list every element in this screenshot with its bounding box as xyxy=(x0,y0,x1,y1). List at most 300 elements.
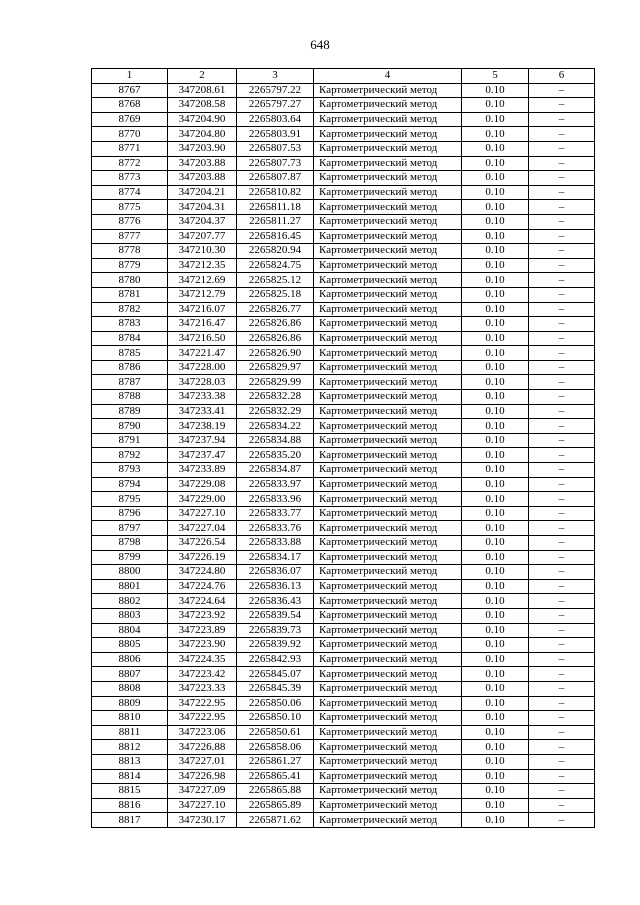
cell-accuracy: 0.10 xyxy=(462,112,529,127)
table-row xyxy=(92,769,595,784)
cell-note: – xyxy=(529,98,595,113)
cell-point-number: 8775 xyxy=(92,200,168,215)
cell-note: – xyxy=(529,769,595,784)
cell-coord-y: 2265825.18 xyxy=(237,287,314,302)
cell-coord-x: 347212.35 xyxy=(168,258,237,273)
cell-accuracy: 0.10 xyxy=(462,200,529,215)
cell-point-number: 8813 xyxy=(92,754,168,769)
cell-coord-y: 2265836.07 xyxy=(237,565,314,580)
cell-point-number: 8783 xyxy=(92,317,168,332)
cell-accuracy: 0.10 xyxy=(462,463,529,478)
cell-point-number: 8771 xyxy=(92,141,168,156)
table-row xyxy=(92,477,595,492)
cell-note: – xyxy=(529,419,595,434)
cell-method: Картометрический метод xyxy=(314,229,462,244)
cell-method: Картометрический метод xyxy=(314,98,462,113)
table-row xyxy=(92,404,595,419)
cell-point-number: 8784 xyxy=(92,331,168,346)
cell-method: Картометрический метод xyxy=(314,127,462,142)
cell-note: – xyxy=(529,185,595,200)
cell-coord-x: 347233.38 xyxy=(168,390,237,405)
table-row xyxy=(92,652,595,667)
table-row xyxy=(92,112,595,127)
cell-point-number: 8804 xyxy=(92,623,168,638)
cell-coord-y: 2265826.77 xyxy=(237,302,314,317)
cell-coord-x: 347223.89 xyxy=(168,623,237,638)
cell-point-number: 8780 xyxy=(92,273,168,288)
cell-coord-x: 347238.19 xyxy=(168,419,237,434)
cell-coord-y: 2265826.86 xyxy=(237,331,314,346)
cell-coord-y: 2265839.54 xyxy=(237,608,314,623)
cell-note: – xyxy=(529,302,595,317)
cell-method: Картометрический метод xyxy=(314,156,462,171)
column-header-1: 1 xyxy=(92,69,168,84)
cell-accuracy: 0.10 xyxy=(462,331,529,346)
column-header-3: 3 xyxy=(237,69,314,84)
cell-coord-y: 2265861.27 xyxy=(237,754,314,769)
cell-point-number: 8789 xyxy=(92,404,168,419)
cell-coord-x: 347224.64 xyxy=(168,594,237,609)
cell-accuracy: 0.10 xyxy=(462,725,529,740)
cell-method: Картометрический метод xyxy=(314,725,462,740)
cell-point-number: 8778 xyxy=(92,244,168,259)
cell-method: Картометрический метод xyxy=(314,258,462,273)
cell-coord-x: 347226.54 xyxy=(168,536,237,551)
cell-accuracy: 0.10 xyxy=(462,623,529,638)
cell-coord-x: 347204.37 xyxy=(168,214,237,229)
cell-method: Картометрический метод xyxy=(314,536,462,551)
cell-coord-x: 347207.77 xyxy=(168,229,237,244)
cell-point-number: 8812 xyxy=(92,740,168,755)
cell-coord-x: 347208.58 xyxy=(168,98,237,113)
cell-coord-y: 2265807.87 xyxy=(237,171,314,186)
table-row xyxy=(92,696,595,711)
table-row xyxy=(92,214,595,229)
table-row xyxy=(92,317,595,332)
cell-coord-x: 347229.08 xyxy=(168,477,237,492)
cell-accuracy: 0.10 xyxy=(462,127,529,142)
cell-coord-y: 2265797.22 xyxy=(237,83,314,98)
table-row xyxy=(92,390,595,405)
cell-coord-x: 347233.89 xyxy=(168,463,237,478)
cell-point-number: 8788 xyxy=(92,390,168,405)
cell-accuracy: 0.10 xyxy=(462,244,529,259)
cell-coord-y: 2265833.96 xyxy=(237,492,314,507)
cell-coord-x: 347227.01 xyxy=(168,754,237,769)
cell-note: – xyxy=(529,273,595,288)
cell-accuracy: 0.10 xyxy=(462,98,529,113)
cell-point-number: 8791 xyxy=(92,433,168,448)
cell-note: – xyxy=(529,711,595,726)
cell-coord-y: 2265833.97 xyxy=(237,477,314,492)
cell-note: – xyxy=(529,725,595,740)
cell-accuracy: 0.10 xyxy=(462,273,529,288)
cell-accuracy: 0.10 xyxy=(462,141,529,156)
cell-point-number: 8794 xyxy=(92,477,168,492)
table-row xyxy=(92,375,595,390)
cell-coord-y: 2265834.22 xyxy=(237,419,314,434)
table-row xyxy=(92,141,595,156)
cell-method: Картометрический метод xyxy=(314,652,462,667)
cell-point-number: 8810 xyxy=(92,711,168,726)
cell-coord-x: 347210.30 xyxy=(168,244,237,259)
cell-point-number: 8779 xyxy=(92,258,168,273)
cell-coord-y: 2265820.94 xyxy=(237,244,314,259)
cell-accuracy: 0.10 xyxy=(462,784,529,799)
cell-accuracy: 0.10 xyxy=(462,608,529,623)
cell-accuracy: 0.10 xyxy=(462,711,529,726)
cell-point-number: 8799 xyxy=(92,550,168,565)
cell-coord-x: 347223.90 xyxy=(168,638,237,653)
table-row xyxy=(92,419,595,434)
cell-point-number: 8773 xyxy=(92,171,168,186)
cell-accuracy: 0.10 xyxy=(462,433,529,448)
cell-coord-y: 2265834.87 xyxy=(237,463,314,478)
cell-point-number: 8767 xyxy=(92,83,168,98)
cell-coord-x: 347203.88 xyxy=(168,156,237,171)
cell-method: Картометрический метод xyxy=(314,331,462,346)
cell-method: Картометрический метод xyxy=(314,214,462,229)
cell-coord-x: 347224.76 xyxy=(168,579,237,594)
table-row xyxy=(92,331,595,346)
table-row xyxy=(92,83,595,98)
cell-coord-y: 2265824.75 xyxy=(237,258,314,273)
cell-coord-x: 347227.10 xyxy=(168,506,237,521)
cell-note: – xyxy=(529,638,595,653)
cell-coord-x: 347228.03 xyxy=(168,375,237,390)
cell-method: Картометрический метод xyxy=(314,477,462,492)
table-row xyxy=(92,813,595,828)
cell-coord-y: 2265835.20 xyxy=(237,448,314,463)
cell-method: Картометрический метод xyxy=(314,638,462,653)
table-row xyxy=(92,287,595,302)
cell-method: Картометрический метод xyxy=(314,404,462,419)
cell-note: – xyxy=(529,214,595,229)
cell-coord-x: 347222.95 xyxy=(168,696,237,711)
cell-method: Картометрический метод xyxy=(314,448,462,463)
table-row xyxy=(92,229,595,244)
cell-method: Картометрический метод xyxy=(314,711,462,726)
column-header-2: 2 xyxy=(168,69,237,84)
cell-accuracy: 0.10 xyxy=(462,769,529,784)
cell-point-number: 8805 xyxy=(92,638,168,653)
cell-accuracy: 0.10 xyxy=(462,346,529,361)
cell-coord-x: 347221.47 xyxy=(168,346,237,361)
table-row xyxy=(92,302,595,317)
column-header-4: 4 xyxy=(314,69,462,84)
cell-coord-x: 347226.19 xyxy=(168,550,237,565)
cell-note: – xyxy=(529,798,595,813)
cell-accuracy: 0.10 xyxy=(462,171,529,186)
cell-coord-y: 2265836.13 xyxy=(237,579,314,594)
cell-note: – xyxy=(529,127,595,142)
cell-method: Картометрический метод xyxy=(314,360,462,375)
cell-accuracy: 0.10 xyxy=(462,798,529,813)
cell-point-number: 8803 xyxy=(92,608,168,623)
cell-note: – xyxy=(529,608,595,623)
cell-accuracy: 0.10 xyxy=(462,506,529,521)
cell-coord-x: 347223.92 xyxy=(168,608,237,623)
cell-note: – xyxy=(529,521,595,536)
cell-coord-x: 347233.41 xyxy=(168,404,237,419)
cell-coord-y: 2265807.73 xyxy=(237,156,314,171)
cell-note: – xyxy=(529,83,595,98)
cell-note: – xyxy=(529,433,595,448)
cell-coord-x: 347216.07 xyxy=(168,302,237,317)
table-header-row xyxy=(92,69,595,84)
cell-coord-y: 2265842.93 xyxy=(237,652,314,667)
table-row xyxy=(92,156,595,171)
cell-method: Картометрический метод xyxy=(314,390,462,405)
cell-note: – xyxy=(529,594,595,609)
table-row xyxy=(92,579,595,594)
cell-accuracy: 0.10 xyxy=(462,258,529,273)
cell-accuracy: 0.10 xyxy=(462,302,529,317)
cell-point-number: 8768 xyxy=(92,98,168,113)
cell-point-number: 8772 xyxy=(92,156,168,171)
table-row xyxy=(92,273,595,288)
cell-method: Картометрический метод xyxy=(314,200,462,215)
cell-method: Картометрический метод xyxy=(314,492,462,507)
cell-method: Картометрический метод xyxy=(314,579,462,594)
cell-accuracy: 0.10 xyxy=(462,317,529,332)
cell-coord-x: 347227.04 xyxy=(168,521,237,536)
cell-method: Картометрический метод xyxy=(314,594,462,609)
cell-point-number: 8770 xyxy=(92,127,168,142)
cell-method: Картометрический метод xyxy=(314,784,462,799)
cell-coord-y: 2265850.06 xyxy=(237,696,314,711)
cell-note: – xyxy=(529,696,595,711)
cell-coord-y: 2265803.64 xyxy=(237,112,314,127)
cell-coord-x: 347223.06 xyxy=(168,725,237,740)
cell-coord-x: 347226.98 xyxy=(168,769,237,784)
cell-point-number: 8811 xyxy=(92,725,168,740)
cell-method: Картометрический метод xyxy=(314,798,462,813)
cell-coord-x: 347212.69 xyxy=(168,273,237,288)
table-body xyxy=(92,83,595,827)
cell-method: Картометрический метод xyxy=(314,171,462,186)
cell-point-number: 8802 xyxy=(92,594,168,609)
cell-note: – xyxy=(529,244,595,259)
cell-coord-x: 347223.42 xyxy=(168,667,237,682)
cell-note: – xyxy=(529,550,595,565)
cell-coord-x: 347224.35 xyxy=(168,652,237,667)
cell-method: Картометрический метод xyxy=(314,521,462,536)
cell-note: – xyxy=(529,346,595,361)
cell-point-number: 8816 xyxy=(92,798,168,813)
cell-note: – xyxy=(529,171,595,186)
cell-note: – xyxy=(529,448,595,463)
cell-note: – xyxy=(529,375,595,390)
cell-coord-x: 347223.33 xyxy=(168,681,237,696)
table-row xyxy=(92,258,595,273)
cell-accuracy: 0.10 xyxy=(462,696,529,711)
cell-method: Картометрический метод xyxy=(314,813,462,828)
table-row xyxy=(92,667,595,682)
cell-point-number: 8777 xyxy=(92,229,168,244)
cell-point-number: 8798 xyxy=(92,536,168,551)
cell-note: – xyxy=(529,317,595,332)
cell-method: Картометрический метод xyxy=(314,83,462,98)
cell-accuracy: 0.10 xyxy=(462,594,529,609)
cell-method: Картометрический метод xyxy=(314,375,462,390)
cell-note: – xyxy=(529,667,595,682)
cell-note: – xyxy=(529,390,595,405)
cell-note: – xyxy=(529,506,595,521)
cell-method: Картометрический метод xyxy=(314,667,462,682)
cell-point-number: 8814 xyxy=(92,769,168,784)
cell-accuracy: 0.10 xyxy=(462,448,529,463)
cell-method: Картометрический метод xyxy=(314,565,462,580)
cell-coord-y: 2265829.97 xyxy=(237,360,314,375)
cell-note: – xyxy=(529,477,595,492)
cell-coord-y: 2265833.76 xyxy=(237,521,314,536)
cell-note: – xyxy=(529,681,595,696)
cell-accuracy: 0.10 xyxy=(462,492,529,507)
cell-note: – xyxy=(529,360,595,375)
cell-note: – xyxy=(529,156,595,171)
cell-coord-y: 2265816.45 xyxy=(237,229,314,244)
cell-point-number: 8800 xyxy=(92,565,168,580)
cell-note: – xyxy=(529,200,595,215)
table-row xyxy=(92,506,595,521)
cell-point-number: 8806 xyxy=(92,652,168,667)
cell-coord-x: 347204.31 xyxy=(168,200,237,215)
cell-method: Картометрический метод xyxy=(314,506,462,521)
cell-point-number: 8793 xyxy=(92,463,168,478)
cell-method: Картометрический метод xyxy=(314,273,462,288)
cell-point-number: 8809 xyxy=(92,696,168,711)
column-header-5: 5 xyxy=(462,69,529,84)
table-row xyxy=(92,550,595,565)
cell-accuracy: 0.10 xyxy=(462,754,529,769)
cell-accuracy: 0.10 xyxy=(462,214,529,229)
cell-method: Картометрический метод xyxy=(314,419,462,434)
cell-coord-y: 2265832.28 xyxy=(237,390,314,405)
cell-accuracy: 0.10 xyxy=(462,740,529,755)
table-row xyxy=(92,711,595,726)
cell-accuracy: 0.10 xyxy=(462,390,529,405)
table-row xyxy=(92,463,595,478)
table-row xyxy=(92,127,595,142)
table-row xyxy=(92,346,595,361)
cell-point-number: 8786 xyxy=(92,360,168,375)
cell-note: – xyxy=(529,258,595,273)
cell-method: Картометрический метод xyxy=(314,681,462,696)
cell-note: – xyxy=(529,331,595,346)
cell-note: – xyxy=(529,492,595,507)
cell-method: Картометрический метод xyxy=(314,287,462,302)
cell-accuracy: 0.10 xyxy=(462,536,529,551)
table-row xyxy=(92,740,595,755)
cell-note: – xyxy=(529,463,595,478)
cell-point-number: 8769 xyxy=(92,112,168,127)
cell-note: – xyxy=(529,112,595,127)
cell-accuracy: 0.10 xyxy=(462,185,529,200)
cell-method: Картометрический метод xyxy=(314,141,462,156)
cell-coord-y: 2265834.88 xyxy=(237,433,314,448)
table-row xyxy=(92,98,595,113)
cell-coord-x: 347204.21 xyxy=(168,185,237,200)
cell-note: – xyxy=(529,623,595,638)
cell-note: – xyxy=(529,229,595,244)
cell-coord-y: 2265865.89 xyxy=(237,798,314,813)
cell-accuracy: 0.10 xyxy=(462,667,529,682)
cell-coord-x: 347224.80 xyxy=(168,565,237,580)
cell-coord-y: 2265807.53 xyxy=(237,141,314,156)
cell-coord-y: 2265826.90 xyxy=(237,346,314,361)
cell-method: Картометрический метод xyxy=(314,696,462,711)
cell-note: – xyxy=(529,754,595,769)
cell-coord-x: 347216.50 xyxy=(168,331,237,346)
cell-coord-x: 347226.88 xyxy=(168,740,237,755)
cell-method: Картометрический метод xyxy=(314,433,462,448)
cell-coord-y: 2265811.27 xyxy=(237,214,314,229)
cell-point-number: 8782 xyxy=(92,302,168,317)
cell-note: – xyxy=(529,141,595,156)
cell-accuracy: 0.10 xyxy=(462,565,529,580)
cell-accuracy: 0.10 xyxy=(462,652,529,667)
cell-point-number: 8787 xyxy=(92,375,168,390)
table-row xyxy=(92,492,595,507)
cell-point-number: 8807 xyxy=(92,667,168,682)
table-row xyxy=(92,754,595,769)
table-row xyxy=(92,594,595,609)
table-row xyxy=(92,536,595,551)
cell-coord-y: 2265845.39 xyxy=(237,681,314,696)
cell-accuracy: 0.10 xyxy=(462,156,529,171)
cell-coord-y: 2265797.27 xyxy=(237,98,314,113)
cell-method: Картометрический метод xyxy=(314,769,462,784)
table-row xyxy=(92,521,595,536)
cell-method: Картометрический метод xyxy=(314,346,462,361)
cell-method: Картометрический метод xyxy=(314,740,462,755)
cell-coord-y: 2265836.43 xyxy=(237,594,314,609)
cell-coord-y: 2265829.99 xyxy=(237,375,314,390)
cell-coord-x: 347230.17 xyxy=(168,813,237,828)
cell-coord-x: 347222.95 xyxy=(168,711,237,726)
table-row xyxy=(92,185,595,200)
table-row xyxy=(92,608,595,623)
coordinates-table xyxy=(91,68,595,828)
cell-accuracy: 0.10 xyxy=(462,360,529,375)
cell-method: Картометрический метод xyxy=(314,623,462,638)
cell-coord-y: 2265803.91 xyxy=(237,127,314,142)
table-row xyxy=(92,448,595,463)
cell-coord-x: 347203.90 xyxy=(168,141,237,156)
cell-coord-x: 347229.00 xyxy=(168,492,237,507)
cell-point-number: 8795 xyxy=(92,492,168,507)
cell-accuracy: 0.10 xyxy=(462,477,529,492)
cell-method: Картометрический метод xyxy=(314,463,462,478)
table-row xyxy=(92,725,595,740)
cell-point-number: 8808 xyxy=(92,681,168,696)
cell-coord-y: 2265871.62 xyxy=(237,813,314,828)
cell-point-number: 8792 xyxy=(92,448,168,463)
cell-note: – xyxy=(529,579,595,594)
cell-coord-y: 2265810.82 xyxy=(237,185,314,200)
cell-coord-y: 2265845.07 xyxy=(237,667,314,682)
cell-point-number: 8785 xyxy=(92,346,168,361)
cell-coord-x: 347212.79 xyxy=(168,287,237,302)
cell-coord-x: 347227.09 xyxy=(168,784,237,799)
cell-accuracy: 0.10 xyxy=(462,287,529,302)
cell-accuracy: 0.10 xyxy=(462,375,529,390)
table-row xyxy=(92,798,595,813)
cell-method: Картометрический метод xyxy=(314,112,462,127)
cell-coord-y: 2265833.77 xyxy=(237,506,314,521)
cell-note: – xyxy=(529,652,595,667)
